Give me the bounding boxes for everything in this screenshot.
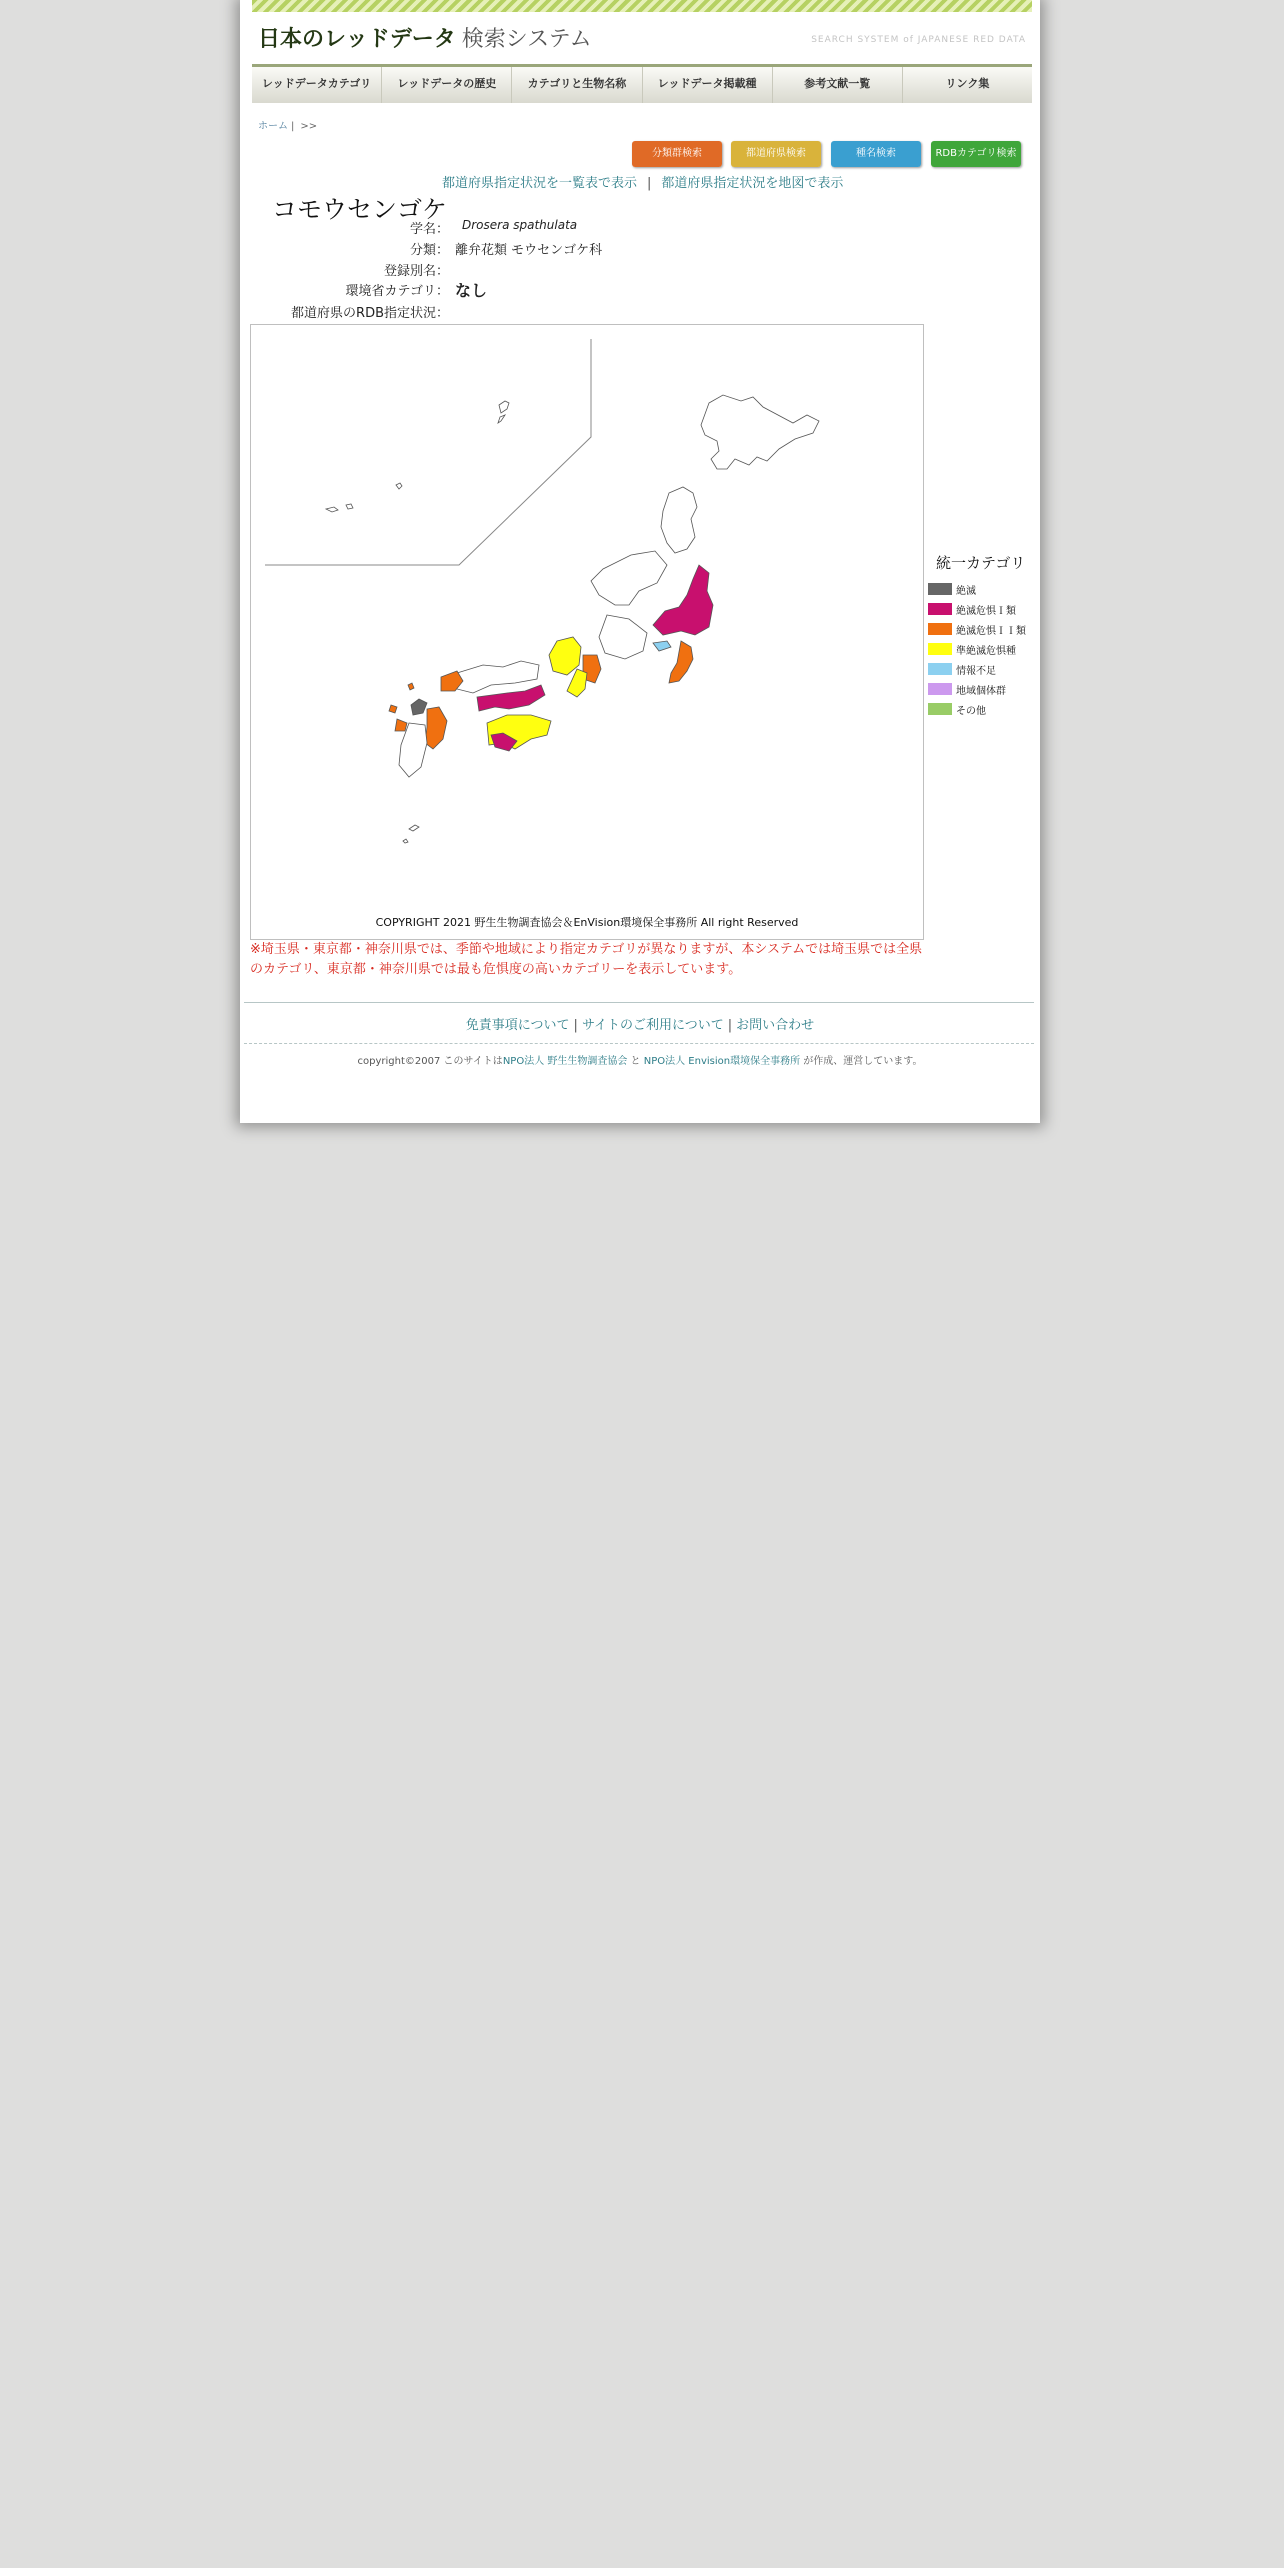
legend-label: 準絶滅危惧種 (956, 645, 1016, 657)
nav-references[interactable]: 参考文献一覧 (773, 67, 903, 103)
okinawa-islands (396, 483, 402, 489)
legend-item-vu (928, 619, 1040, 639)
hokkaido (701, 395, 819, 469)
footer-links (240, 1014, 1040, 1033)
site-title-sub: 検索システム (461, 27, 592, 52)
legend-item-nt (928, 639, 1040, 659)
legend-label: 情報不足 (956, 665, 996, 677)
pref-magenta-chugoku (477, 685, 545, 711)
japan-map-svg (251, 325, 923, 939)
pref-orange-nagasaki (389, 705, 407, 731)
classification-row (270, 239, 870, 259)
rdb-status-label: 都道府県のRDB指定状況： (291, 306, 449, 321)
legend-label: その他 (956, 705, 986, 717)
legend-label: 絶滅 (956, 585, 976, 597)
alias-row (270, 260, 870, 280)
chubu-region (591, 551, 667, 605)
org-link-wildlife[interactable]: NPO法人 野生生物調査協会 (502, 1056, 628, 1067)
tohoku-north (661, 487, 697, 553)
pref-orange-chiba (669, 641, 693, 683)
pref-yellow-wakayama (567, 669, 587, 697)
legend-swatch (928, 703, 952, 715)
rdb-category-search-button[interactable]: RDBカテゴリ検索 (931, 141, 1021, 167)
env-category-row (270, 280, 870, 300)
alias-label: 登録別名： (383, 264, 449, 279)
sakishima-islands (326, 504, 353, 512)
footer-divider-dashed (244, 1043, 1034, 1044)
species-name: コモウセンゴケ (272, 195, 448, 224)
org-link-envision[interactable]: NPO法人 Envision環境保全事務所 (643, 1056, 801, 1067)
env-category-label: 環境省カテゴリ： (345, 284, 449, 299)
nav-listed-species[interactable]: レッドデータ掲載種 (643, 67, 773, 103)
show-map-link[interactable]: 都道府県指定状況を地図で表示 (661, 176, 844, 191)
legend-item-cr-en (928, 599, 1040, 619)
copyright-mid: と (627, 1056, 644, 1067)
map-copyright: COPYRIGHT 2021 野生生物調査協会＆EnVision環境保全事務所 All right Reserved (375, 916, 799, 929)
legend-swatch (928, 623, 952, 635)
okinawa-inset-frame (265, 339, 591, 565)
pref-magenta-east (653, 565, 713, 635)
pref-orange-kyushu (425, 707, 447, 749)
scientific-name: Drosera spathulata (462, 218, 578, 232)
disclaimer-link[interactable]: 免責事項について (465, 1018, 570, 1033)
display-links-separator: | (647, 176, 652, 191)
legend-item-lp (928, 679, 1040, 699)
legend-swatch (928, 683, 952, 695)
classification-value: 離弁花類 モウセンゴケ科 (455, 243, 603, 258)
chugoku-north (457, 661, 539, 693)
breadcrumb-home-link[interactable]: ホーム (258, 121, 288, 132)
legend-swatch (928, 583, 952, 595)
main-nav (252, 64, 1032, 103)
legend-item-dd (928, 659, 1040, 679)
pref-orange-islet (408, 683, 414, 690)
footer-separator: | (727, 1018, 733, 1033)
header-stripe (252, 0, 1032, 12)
footer-separator: | (573, 1018, 578, 1033)
legend-swatch (928, 643, 952, 655)
classification-label: 分類： (409, 243, 449, 258)
show-list-link[interactable]: 都道府県指定状況を一覧表で表示 (442, 176, 638, 191)
terms-link[interactable]: サイトのご利用について (581, 1018, 724, 1033)
copyright-prefix: copyright©2007 このサイトは (357, 1056, 503, 1067)
breadcrumb (258, 117, 320, 132)
pref-lightblue-tokyo (653, 641, 671, 651)
site-logo[interactable] (258, 22, 592, 53)
rdb-status-row (270, 302, 870, 322)
display-mode-links (442, 172, 843, 191)
header-tagline: SEARCH SYSTEM of JAPANESE RED DATA (811, 35, 1026, 45)
site-title-main: 日本のレッドデータ (258, 27, 456, 52)
contact-link[interactable]: お問い合わせ (736, 1018, 815, 1033)
breadcrumb-separator: | (291, 121, 295, 132)
amami-islands (498, 401, 509, 423)
scientific-name-row (270, 218, 870, 238)
prefecture-map (250, 324, 924, 940)
nav-redlist-history[interactable]: レッドデータの歴史 (382, 67, 512, 103)
copyright-suffix: が作成、運営しています。 (800, 1056, 923, 1067)
category-note: ※埼玉県・東京都・神奈川県では、季節や地域により指定カテゴリが異なりますが、本システムでは埼玉県では全県のカテゴリ、東京都・神奈川県では最も危惧度の高いカテゴリーを表示しています。 (250, 942, 923, 977)
footer-copyright (240, 1052, 1040, 1067)
prefecture-search-button[interactable]: 都道府県検索 (731, 141, 821, 167)
scientific-name-label: 学名： (409, 222, 449, 237)
nav-links[interactable]: リンク集 (945, 77, 990, 90)
pref-gray-kyushu (411, 699, 427, 715)
legend-item-other (928, 699, 1040, 719)
legend-label: 絶滅危惧Ｉ類 (956, 605, 1016, 617)
breadcrumb-arrow: >> (300, 121, 318, 132)
chubu-south (599, 615, 647, 659)
legend-swatch (928, 603, 952, 615)
nav-category-names[interactable]: カテゴリと生物名称 (512, 67, 642, 103)
page-container (240, 0, 1040, 1123)
legend-label: 絶滅危惧ＩＩ類 (956, 625, 1026, 637)
category-legend (928, 552, 1040, 719)
legend-item-extinct (928, 579, 1040, 599)
nav-redlist-category[interactable]: レッドデータカテゴリ (252, 67, 382, 103)
env-category-value: なし (455, 281, 488, 300)
legend-label: 地域個体群 (956, 685, 1006, 697)
footer-divider (244, 1002, 1034, 1003)
legend-title: 統一カテゴリ (936, 554, 1026, 572)
legend-swatch (928, 663, 952, 675)
pref-yellow-kinki (549, 637, 581, 675)
southern-islets (403, 825, 419, 843)
taxon-search-button[interactable]: 分類群検索 (632, 141, 722, 167)
species-name-search-button[interactable]: 種名検索 (831, 141, 921, 167)
